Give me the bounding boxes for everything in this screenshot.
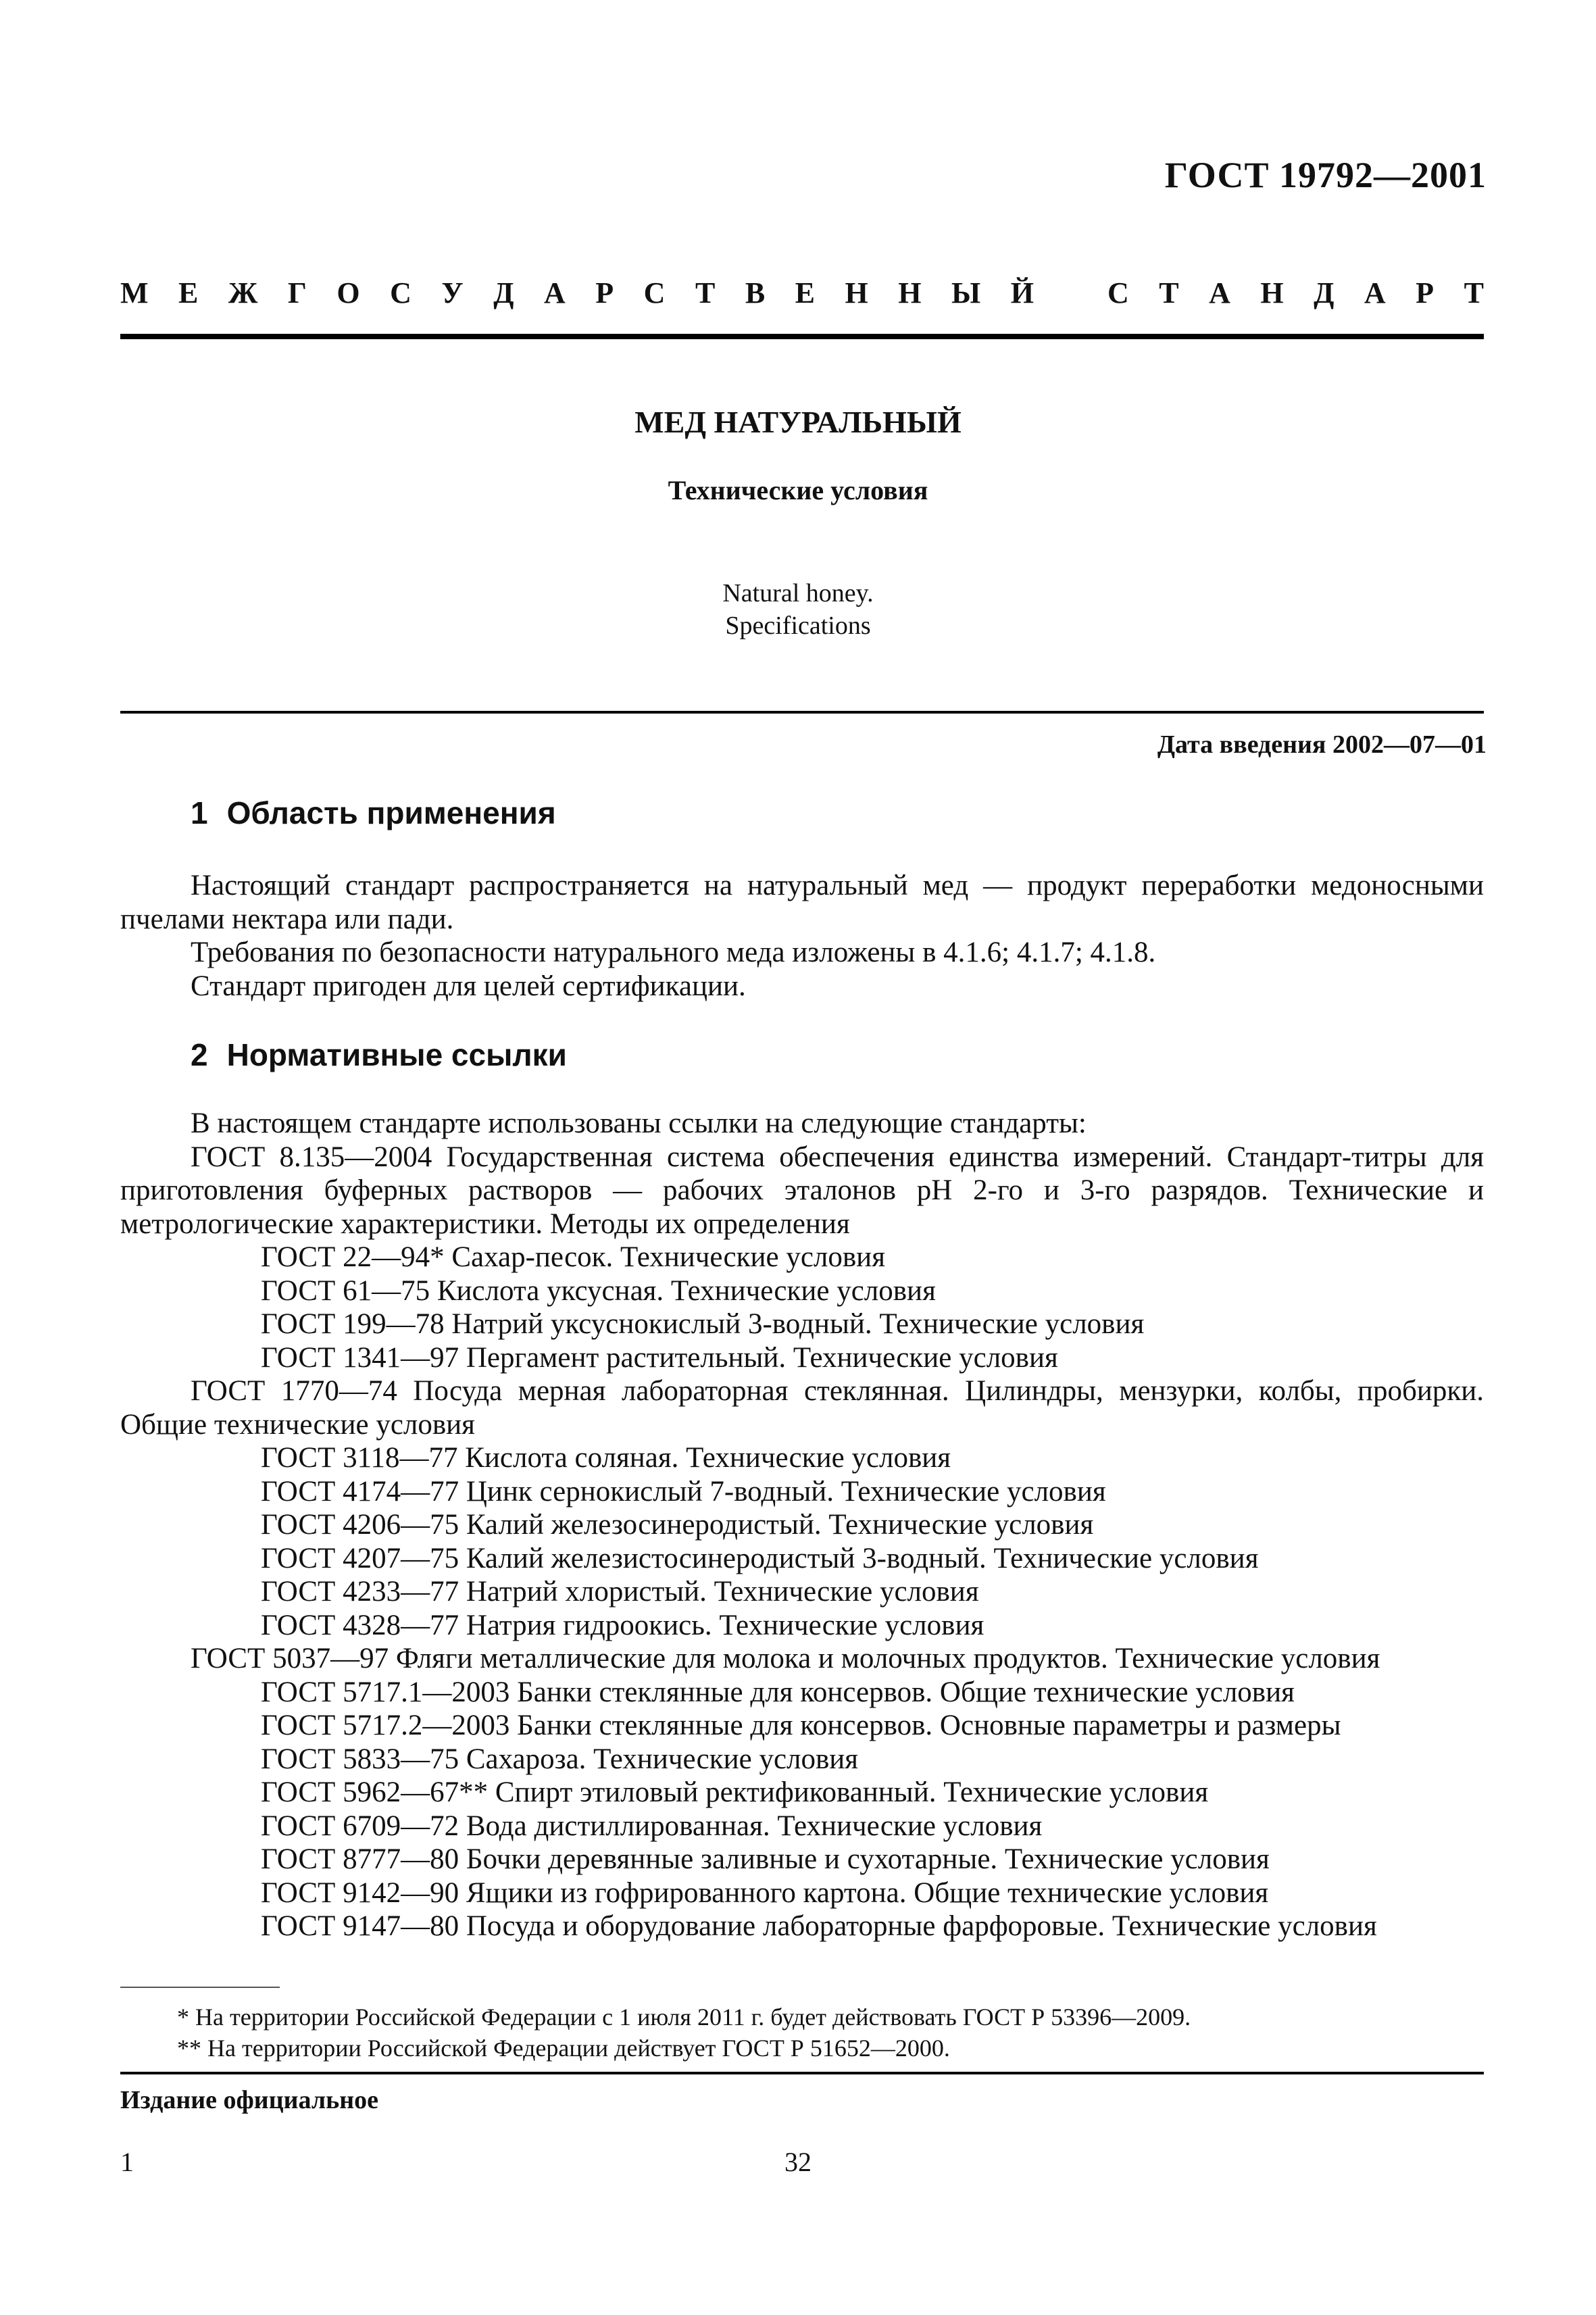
introduction-date: Дата введения 2002—07—01 xyxy=(1157,730,1487,759)
title-main: МЕД НАТУРАЛЬНЫЙ xyxy=(634,405,962,439)
banner-letter: Н xyxy=(898,276,922,309)
footnote-separator xyxy=(120,1987,280,1988)
paragraph: Стандарт пригоден для целей сертификации. xyxy=(191,970,746,1002)
banner-letter: А xyxy=(1364,276,1386,309)
document-code: ГОСТ 19792—2001 xyxy=(1164,155,1487,195)
section-number: 1 xyxy=(191,795,208,830)
banner-letter: Ы xyxy=(951,276,981,309)
section-1-heading xyxy=(191,795,556,831)
reference-item: ГОСТ 1770—74 Посуда мерная лабораторная стеклянная. Цилиндры, мензурки, колбы, пробирки. Общие технические условия xyxy=(120,1375,1484,1441)
banner-letter: Т xyxy=(1464,276,1484,309)
reference-item: ГОСТ 5037—97 Фляги металлические для молока и молочных продуктов. Технические условия xyxy=(191,1643,1380,1674)
banner-letter: Т xyxy=(1159,276,1179,309)
section-title: Нормативные ссылки xyxy=(226,1037,567,1072)
banner-letter: Г xyxy=(287,276,307,309)
banner-gap xyxy=(1064,276,1077,310)
reference-item: ГОСТ 6709—72 Вода дистиллированная. Технические условия xyxy=(261,1810,1043,1842)
reference-item: ГОСТ 61—75 Кислота уксусная. Технические условия xyxy=(261,1274,936,1307)
section-2-heading xyxy=(191,1037,567,1073)
title-rule xyxy=(120,711,1484,714)
footnote: * На территории Российской Федерации с 1 июля 2011 г. будет действовать ГОСТ Р 53396—2009. xyxy=(177,2003,1191,2031)
banner-letter: В xyxy=(745,276,766,309)
banner-letter: А xyxy=(544,276,566,309)
reference-item: ГОСТ 5717.2—2003 Банки стеклянные для консервов. Основные параметры и размеры xyxy=(261,1710,1341,1741)
banner-letter: А xyxy=(1209,276,1230,309)
paragraph: Настоящий стандарт распространяется на натуральный мед — продукт переработки медоносными пчелами нектара или пади. xyxy=(120,870,1484,935)
banner-letter: Р xyxy=(1416,276,1435,309)
footer-rule xyxy=(120,2072,1484,2074)
banner-letter: Н xyxy=(845,276,868,309)
reference-item: ГОСТ 8.135—2004 Государственная система обеспечения единства измерений. Стандарт-титры для приготовления буферных растворов — рабочих эталонов рН 2-го и 3-го разрядов. Технические и метрологические характеристики. Методы их определения xyxy=(120,1141,1484,1240)
section-number: 2 xyxy=(191,1037,208,1072)
footnote: ** На территории Российской Федерации действует ГОСТ Р 51652—2000. xyxy=(177,2035,950,2062)
banner-letter: Н xyxy=(1260,276,1284,309)
banner-letter: С xyxy=(643,276,666,309)
reference-item: ГОСТ 4174—77 Цинк сернокислый 7-водный. Технические условия xyxy=(261,1475,1106,1508)
reference-item: ГОСТ 4207—75 Калий железистосинеродистый 3-водный. Технические условия xyxy=(261,1542,1259,1574)
reference-item: ГОСТ 5717.1—2003 Банки стеклянные для консервов. Общие технические условия xyxy=(261,1676,1295,1708)
banner-letter: С xyxy=(390,276,412,309)
banner-letter: М xyxy=(120,276,149,309)
reference-item: ГОСТ 4233—77 Натрий хлористый. Технические условия xyxy=(261,1576,979,1608)
title-sub: Технические условия xyxy=(668,475,928,505)
banner-letter: Т xyxy=(695,276,716,309)
banner-letter: С xyxy=(1107,276,1129,309)
reference-item: ГОСТ 9142—90 Ящики из гофрированного картона. Общие технические условия xyxy=(261,1876,1269,1909)
reference-item: ГОСТ 8777—80 Бочки деревянные заливные и сухотарные. Технические условия xyxy=(261,1843,1270,1875)
section-2-body xyxy=(120,1107,1484,1943)
reference-item: ГОСТ 22—94* Сахар-песок. Технические условия xyxy=(261,1241,885,1273)
banner-letter: Е xyxy=(178,276,199,309)
banner-letter: У xyxy=(441,276,464,309)
paragraph: Требования по безопасности натурального меда изложены в 4.1.6; 4.1.7; 4.1.8. xyxy=(191,937,1156,968)
section-1-body xyxy=(120,869,1484,1003)
sheet-number: 32 xyxy=(784,2147,812,2177)
reference-item: ГОСТ 3118—77 Кислота соляная. Технические условия xyxy=(261,1442,951,1474)
reference-item: ГОСТ 4206—75 Калий железосинеродистый. Технические условия xyxy=(261,1509,1094,1541)
reference-item: ГОСТ 199—78 Натрий уксуснокислый 3-водный. Технические условия xyxy=(261,1308,1145,1340)
banner-letter: Й xyxy=(1010,276,1034,309)
reference-item: ГОСТ 9147—80 Посуда и оборудование лабораторные фарфоровые. Технические условия xyxy=(261,1910,1377,1942)
english-title-line-1: Natural honey. xyxy=(722,579,874,607)
reference-item: ГОСТ 5962—67** Спирт этиловый ректификованный. Технические условия xyxy=(261,1776,1209,1808)
page-number: 1 xyxy=(120,2147,134,2177)
edition-label: Издание официальное xyxy=(120,2086,379,2114)
banner-letter: О xyxy=(336,276,360,309)
banner-letter: Е xyxy=(795,276,816,309)
standard-banner xyxy=(120,276,1484,310)
banner-letter: Р xyxy=(595,276,614,309)
footnotes xyxy=(120,2001,1484,2064)
reference-item: ГОСТ 4328—77 Натрия гидроокись. Технические условия xyxy=(261,1609,984,1641)
reference-item: ГОСТ 5833—75 Сахароза. Технические условия xyxy=(261,1743,859,1775)
section-title: Область применения xyxy=(226,795,556,830)
banner-letter: Д xyxy=(493,276,514,309)
references-intro: В настоящем стандарте использованы ссылки на следующие стандарты: xyxy=(191,1107,1087,1139)
reference-item: ГОСТ 1341—97 Пергамент растительный. Технические условия xyxy=(261,1341,1058,1374)
banner-letter: Д xyxy=(1314,276,1335,309)
banner-letter: Ж xyxy=(228,276,258,309)
english-title-line-2: Specifications xyxy=(725,612,871,640)
header-rule xyxy=(120,334,1484,339)
